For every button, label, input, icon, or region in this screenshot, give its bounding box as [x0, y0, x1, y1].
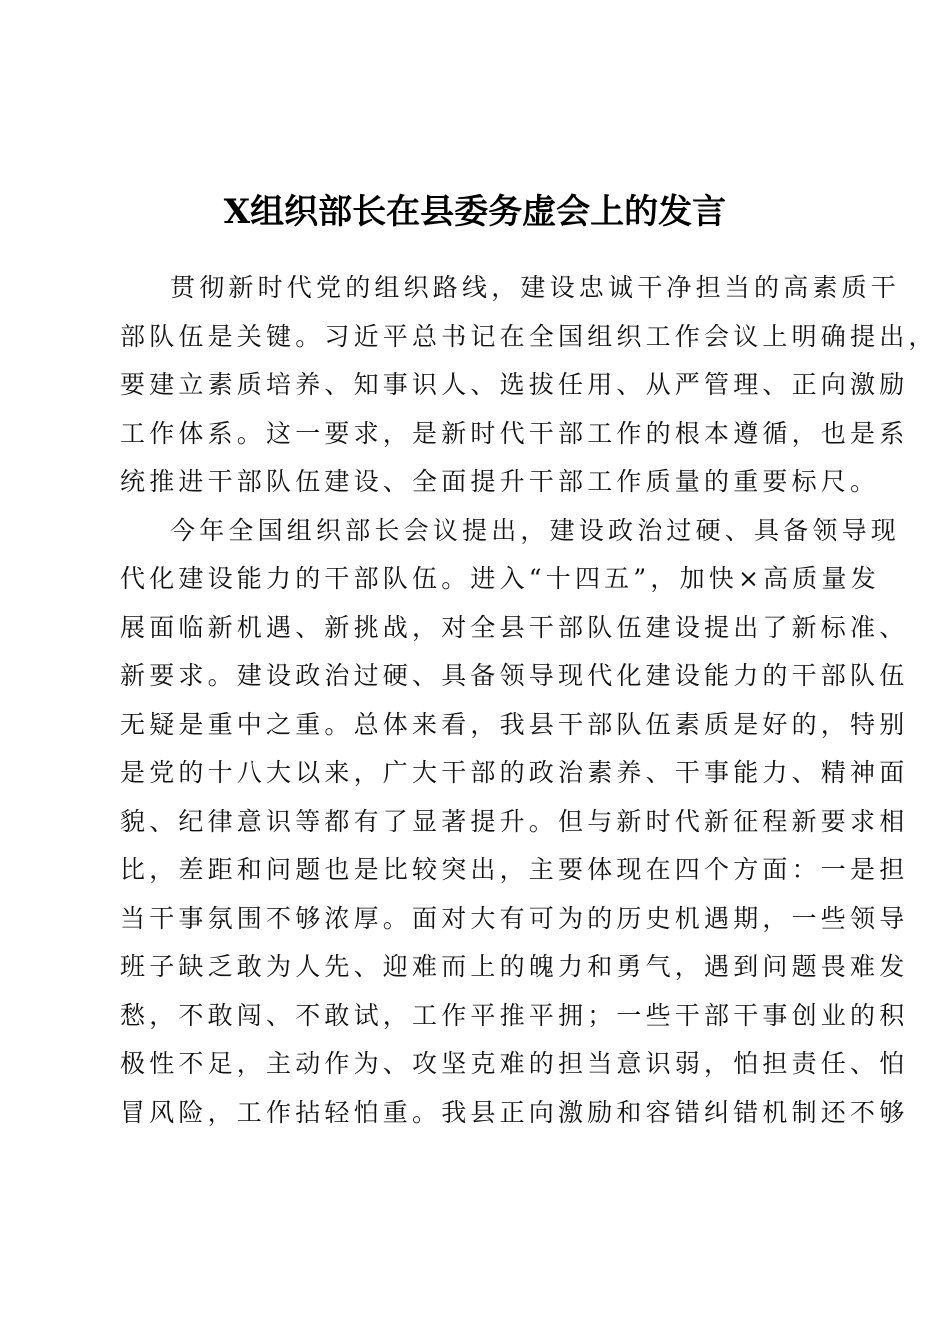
paragraph-1	[120, 264, 938, 507]
paragraph-line: 极性不足，主动作为、攻坚克难的担当意识弱，怕担责任、怕	[120, 1049, 909, 1078]
paragraph-line: 要建立素质培养、知事识人、选拔任用、从严管理、正向激励	[120, 370, 909, 399]
paragraph-line: 新要求。建设政治过硬、具备领导现代化建设能力的干部队伍	[120, 661, 909, 690]
paragraph-line: 部队伍是关键。习近平总书记在全国组织工作会议上明确提出，	[120, 321, 938, 351]
paragraph-line: 代化建设能力的干部队伍。进入“十四五”，加快×高质量发	[120, 564, 880, 593]
paragraph-line: 工作体系。这一要求，是新时代干部工作的根本遵循，也是系	[120, 418, 909, 448]
paragraph-2	[120, 507, 909, 1138]
document-body	[120, 264, 938, 1137]
paragraph-line: 是党的十八大以来，广大干部的政治素养、干事能力、精神面	[120, 758, 909, 787]
paragraph-line: 展面临新机遇、新挑战，对全县干部队伍建设提出了新标准、	[120, 612, 909, 642]
paragraph-line: 比，差距和问题也是比较突出，主要体现在四个方面：一是担	[120, 855, 909, 884]
paragraph-line: 贯彻新时代党的组织路线，建设忠诚干净担当的高素质干	[170, 273, 901, 302]
paragraph-line: 冒风险，工作拈轻怕重。我县正向激励和容错纠错机制还不够	[120, 1097, 909, 1127]
paragraph-line: 貌、纪律意识等都有了显著提升。但与新时代新征程新要求相	[120, 806, 909, 836]
paragraph-line: 愁，不敢闯、不敢试，工作平推平拥；一些干部干事创业的积	[120, 1000, 909, 1030]
paragraph-line: 班子缺乏敢为人先、迎难而上的魄力和勇气，遇到问题畏难发	[120, 952, 909, 981]
document-title: X组织部长在县委务虚会上的发言	[223, 192, 727, 232]
paragraph-line: 今年全国组织部长会议提出，建设政治过硬、具备领导现	[170, 515, 901, 545]
paragraph-line: 当干事氛围不够浓厚。面对大有可为的历史机遇期，一些领导	[120, 903, 909, 933]
paragraph-line: 无疑是重中之重。总体来看，我县干部队伍素质是好的，特别	[120, 709, 909, 739]
paragraph-line: 统推进干部队伍建设、全面提升干部工作质量的重要标尺。	[120, 467, 880, 496]
